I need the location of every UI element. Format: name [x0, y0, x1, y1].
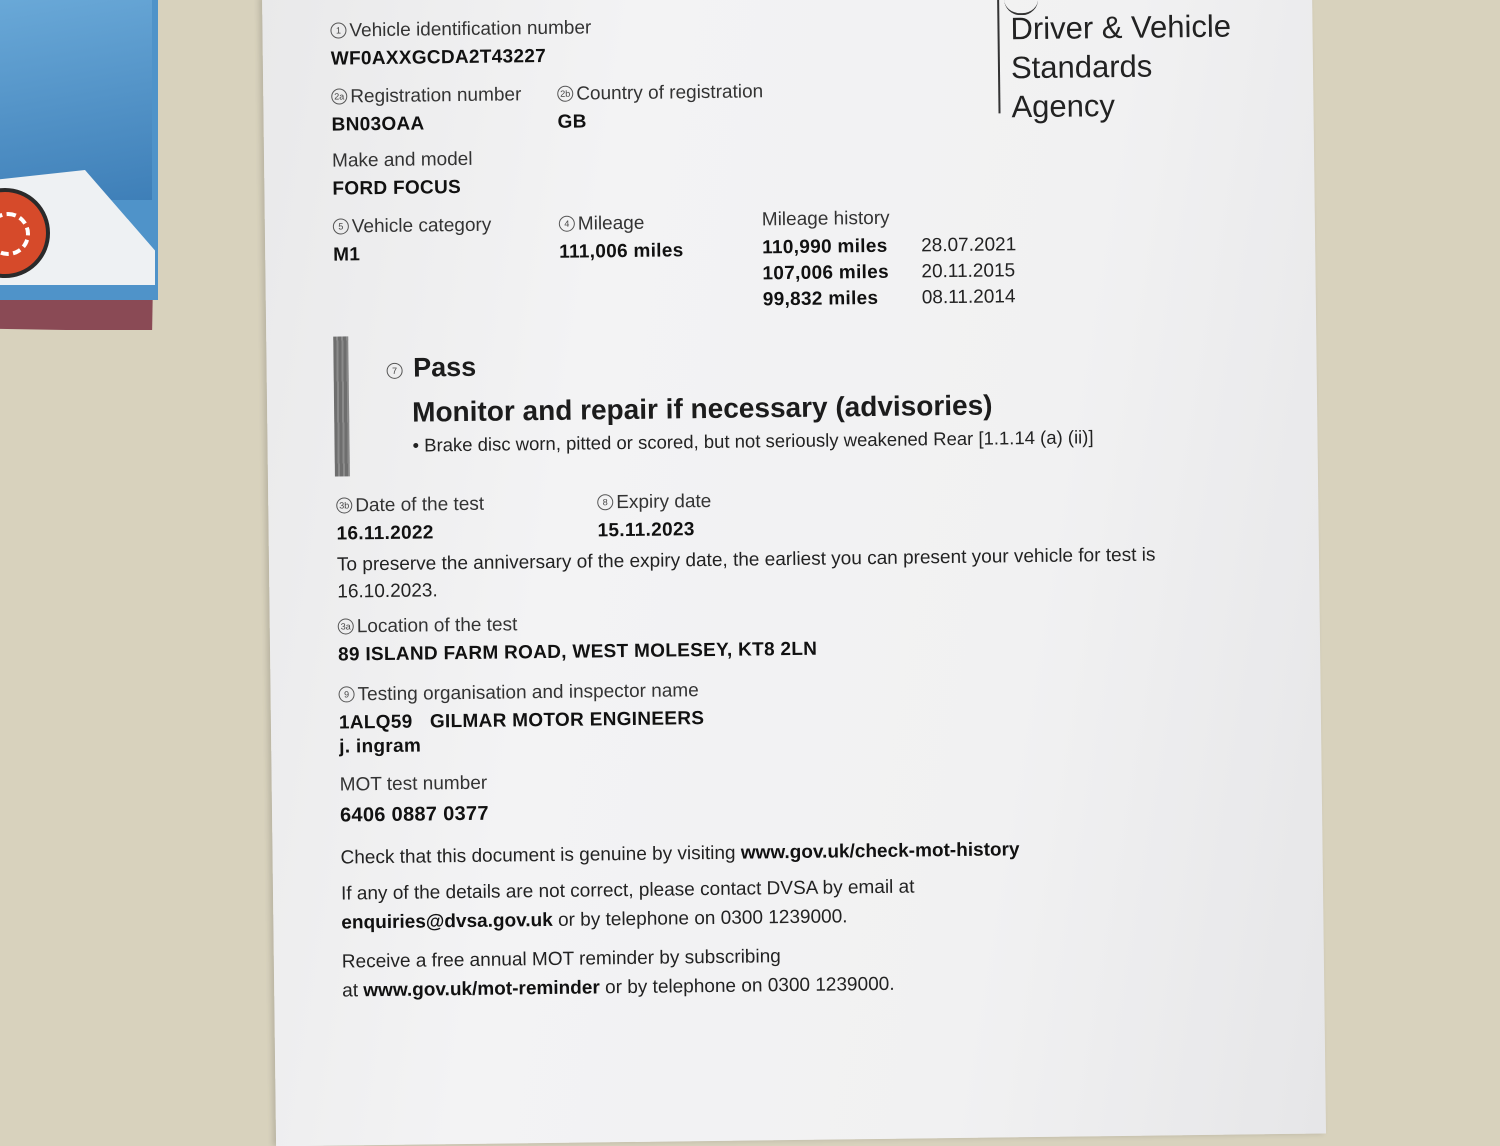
test-date-value: 16.11.2022: [336, 522, 434, 545]
mot-reminder-link[interactable]: www.gov.uk/mot-reminder: [363, 977, 600, 1002]
mot-test-number-label: MOT test number: [339, 772, 488, 796]
vehicle-category-value: M1: [333, 244, 361, 266]
contact-text: If any of the details are not correct, please contact DVSA by email at: [340, 876, 915, 905]
mileage-history-label: Mileage history: [761, 207, 890, 231]
result-bar: [333, 336, 350, 476]
preserve-anniversary-text: To preserve the anniversary of the expiry date, the earliest you can present your vehicle for test is: [336, 544, 1156, 576]
testing-org-label: 9 Testing organisation and inspector name: [338, 680, 698, 706]
mot-certificate: [262, 0, 1326, 1146]
mileage-value: 111,006 miles: [559, 240, 684, 263]
dvsa-logo: Driver & Vehicle Standards Agency: [1010, 8, 1232, 125]
vin-value: WF0AXXGCDA2T43227: [330, 45, 547, 70]
testing-org-id: 1ALQ59: [338, 711, 413, 734]
mot-test-number: 6406 0887 0377: [339, 802, 489, 827]
history-date: 08.11.2014: [921, 286, 1016, 309]
dvsa-email-link[interactable]: enquiries@dvsa.gov.uk: [341, 909, 553, 934]
test-date-label: 3b Date of the test: [336, 494, 484, 518]
registration-label: 2a Registration number: [331, 84, 521, 108]
make-model-value: FORD FOCUS: [332, 176, 462, 200]
reminder-details: at www.gov.uk/mot-reminder or by telephone on 0300 1239000.: [342, 973, 895, 1002]
reminder-text: Receive a free annual MOT reminder by subscribing: [341, 946, 781, 973]
history-miles: 110,990 miles: [762, 235, 888, 259]
vehicle-category-label: 5 Vehicle category: [333, 215, 492, 239]
vin-label: 1 Vehicle identification number: [330, 17, 591, 42]
location-label: 3a Location of the test: [338, 614, 518, 638]
history-date: 20.11.2015: [921, 260, 1016, 283]
expiry-date-label: 8 Expiry date: [597, 491, 711, 514]
agency-divider: [997, 0, 1000, 113]
registration-value: BN03OAA: [331, 113, 425, 136]
location-value: 89 ISLAND FARM ROAD, WEST MOLESEY, KT8 2LN: [337, 638, 818, 666]
contact-details: enquiries@dvsa.gov.uk or by telephone on 0300 1239000.: [341, 906, 848, 934]
history-miles: 99,832 miles: [762, 287, 879, 311]
background-brochure: [0, 0, 160, 330]
earliest-test-date: 16.10.2023.: [337, 580, 438, 603]
expiry-date-value: 15.11.2023: [597, 519, 695, 542]
advisory-item: • Brake disc worn, pitted or scored, but not seriously weakened Rear [1.1.14 (a) (ii)]: [412, 426, 1094, 456]
history-miles: 107,006 miles: [762, 261, 890, 285]
check-mot-history-link[interactable]: www.gov.uk/check-mot-history: [740, 839, 1020, 864]
inspector-name: j. ingram: [339, 735, 422, 758]
mileage-label: 4 Mileage: [559, 213, 645, 236]
country-label: 2b Country of registration: [557, 81, 763, 106]
check-genuine-text: Check that this document is genuine by visiting www.gov.uk/check-mot-history: [340, 839, 1020, 869]
history-date: 28.07.2021: [921, 234, 1017, 257]
result-status: 7 Pass: [386, 352, 476, 384]
testing-org-name: GILMAR MOTOR ENGINEERS: [429, 708, 705, 733]
make-model-label: Make and model: [331, 148, 473, 172]
country-value: GB: [557, 111, 587, 133]
advisories-heading: Monitor and repair if necessary (advisories): [411, 389, 993, 428]
